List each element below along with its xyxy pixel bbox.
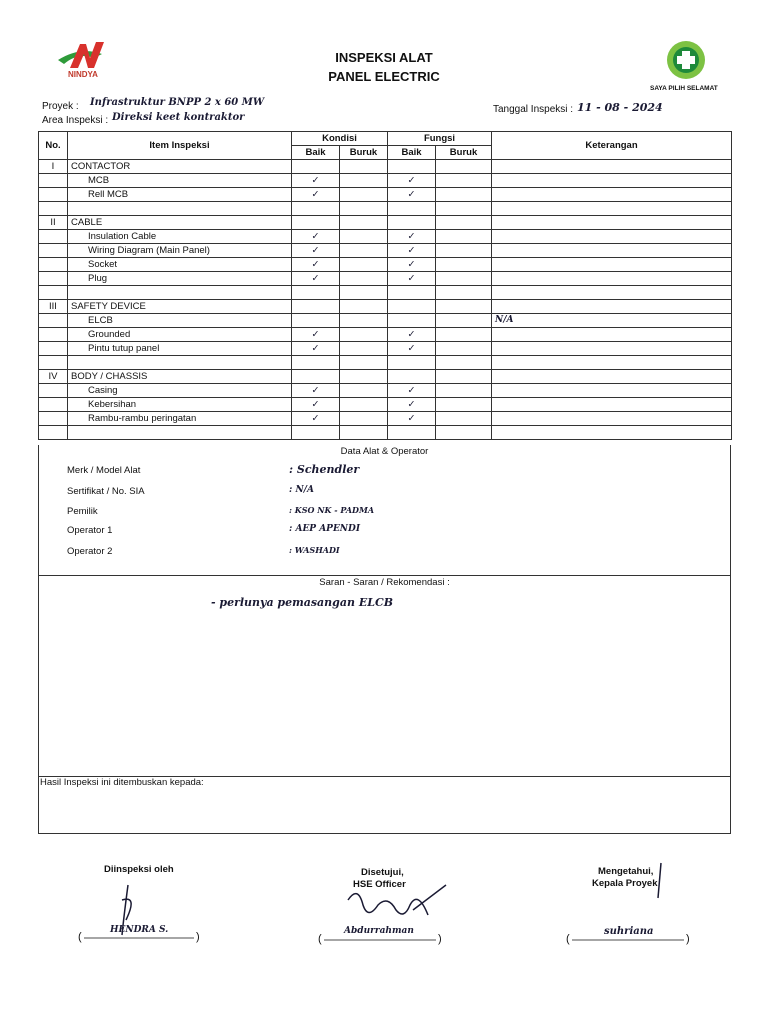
fungsi-baik-check: ✓ xyxy=(388,342,436,356)
svg-text:): ) xyxy=(196,931,200,943)
sig-right-title2: Kepala Proyek xyxy=(592,878,658,889)
col-no-header: No. xyxy=(39,132,68,160)
col-kondisi-header: Kondisi xyxy=(292,132,388,146)
sig-right-name: suhriana xyxy=(604,926,654,937)
section-name: SAFETY DEVICE xyxy=(68,300,292,314)
table-row xyxy=(39,384,732,398)
signature-right xyxy=(566,858,696,953)
fungsi-baik-check: ✓ xyxy=(388,230,436,244)
kondisi-buruk-header: Buruk xyxy=(340,146,388,160)
table-row xyxy=(39,328,732,342)
fungsi-baik-check: ✓ xyxy=(388,328,436,342)
sig-right-title1: Mengetahui, xyxy=(598,866,654,877)
svg-text:): ) xyxy=(686,933,690,945)
safety-logo xyxy=(650,40,730,95)
kondisi-baik-check: ✓ xyxy=(292,272,340,286)
operator1-value: : AEP APENDI xyxy=(289,524,361,534)
operator1-label: Operator 1 xyxy=(67,525,113,536)
col-keterangan-header: Keterangan xyxy=(492,132,732,160)
section-row xyxy=(39,160,732,174)
fungsi-baik-check: ✓ xyxy=(388,244,436,258)
item-name: Rell MCB xyxy=(68,188,292,202)
sig-left-title: Diinspeksi oleh xyxy=(104,864,174,875)
tanggal-value: 11 - 08 - 2024 xyxy=(577,101,663,114)
area-label: Area Inspeksi : xyxy=(42,115,109,126)
fungsi-baik-check: ✓ xyxy=(388,384,436,398)
kondisi-baik-check: ✓ xyxy=(292,188,340,202)
saran-heading: Saran - Saran / Rekomendasi : xyxy=(319,577,450,588)
saran-section xyxy=(38,575,731,777)
sertifikat-label: Sertifikat / No. SIA xyxy=(67,486,145,497)
svg-text:): ) xyxy=(438,933,442,945)
section-no: III xyxy=(39,300,68,314)
proyek-label: Proyek : xyxy=(42,101,79,112)
item-name: Wiring Diagram (Main Panel) xyxy=(68,244,292,258)
item-name: Grounded xyxy=(68,328,292,342)
nindya-logo-text: NINDYA xyxy=(68,70,98,79)
fungsi-baik-check: ✓ xyxy=(388,188,436,202)
table-row xyxy=(39,258,732,272)
section-name: CABLE xyxy=(68,216,292,230)
inspection-table xyxy=(38,131,732,440)
safety-logo-text: SAYA PILIH SELAMAT xyxy=(650,85,718,92)
item-name: ELCB xyxy=(68,314,292,328)
kondisi-baik-check: ✓ xyxy=(292,328,340,342)
sig-mid-title2: HSE Officer xyxy=(353,879,406,890)
table-row xyxy=(39,314,732,328)
kondisi-baik-check: ✓ xyxy=(292,412,340,426)
svg-text:(: ( xyxy=(78,931,82,943)
doc-title-line1: INSPEKSI ALAT xyxy=(335,50,433,65)
signature-mid xyxy=(318,880,448,953)
data-alat-heading: Data Alat & Operator xyxy=(340,446,429,457)
fungsi-baik-check: ✓ xyxy=(388,174,436,188)
proyek-value: Infrastruktur BNPP 2 x 60 MW xyxy=(90,97,265,108)
table-row xyxy=(39,412,732,426)
fungsi-baik-header: Baik xyxy=(388,146,436,160)
col-item-header: Item Inspeksi xyxy=(68,132,292,160)
table-row xyxy=(39,272,732,286)
item-name: Pintu tutup panel xyxy=(68,342,292,356)
table-row xyxy=(39,398,732,412)
item-name: Socket xyxy=(68,258,292,272)
hasil-section xyxy=(38,775,731,834)
sertifikat-value: : N/A xyxy=(289,485,314,495)
kondisi-baik-check: ✓ xyxy=(292,230,340,244)
kondisi-baik-check: ✓ xyxy=(292,342,340,356)
kondisi-baik-check: ✓ xyxy=(292,384,340,398)
section-no: IV xyxy=(39,370,68,384)
operator2-value: : WASHADI xyxy=(289,545,340,555)
kondisi-baik-check: ✓ xyxy=(292,174,340,188)
sig-mid-name: Abdurrahman xyxy=(344,926,414,936)
table-row xyxy=(39,230,732,244)
area-value: Direksi keet kontraktor xyxy=(112,112,245,123)
kondisi-baik-check: ✓ xyxy=(292,258,340,272)
fungsi-baik-check: ✓ xyxy=(388,272,436,286)
item-name: Plug xyxy=(68,272,292,286)
item-name: Kebersihan xyxy=(68,398,292,412)
section-name: CONTACTOR xyxy=(68,160,292,174)
sig-left-name: HENDRA S. xyxy=(110,925,169,935)
merk-label: Merk / Model Alat xyxy=(67,465,141,476)
pemilik-label: Pemilik xyxy=(67,506,98,517)
section-no: II xyxy=(39,216,68,230)
item-name: Casing xyxy=(68,384,292,398)
saran-text: - perlunya pemasangan ELCB xyxy=(211,596,393,609)
kondisi-baik-check: ✓ xyxy=(292,244,340,258)
table-row xyxy=(39,342,732,356)
section-row xyxy=(39,300,732,314)
table-row xyxy=(39,244,732,258)
merk-value: : Schendler xyxy=(289,463,360,476)
item-name: MCB xyxy=(68,174,292,188)
signature-left xyxy=(78,875,208,950)
item-name: Rambu-rambu peringatan xyxy=(68,412,292,426)
pemilik-value: : KSO NK - PADMA xyxy=(289,505,375,515)
section-row xyxy=(39,216,732,230)
svg-text:(: ( xyxy=(318,933,322,945)
svg-text:(: ( xyxy=(566,933,570,945)
kondisi-baik-header: Baik xyxy=(292,146,340,160)
fungsi-buruk-header: Buruk xyxy=(436,146,492,160)
table-row xyxy=(39,174,732,188)
fungsi-baik-check: ✓ xyxy=(388,398,436,412)
elcb-note: N/A xyxy=(492,314,732,328)
item-name: Insulation Cable xyxy=(68,230,292,244)
operator2-label: Operator 2 xyxy=(67,546,113,557)
tanggal-label: Tanggal Inspeksi : xyxy=(493,104,574,115)
section-no: I xyxy=(39,160,68,174)
table-row xyxy=(39,188,732,202)
col-fungsi-header: Fungsi xyxy=(388,132,492,146)
data-alat-section xyxy=(38,445,731,576)
hasil-label: Hasil Inspeksi ini ditembuskan kepada: xyxy=(40,777,204,788)
kondisi-baik-check: ✓ xyxy=(292,398,340,412)
fungsi-baik-check: ✓ xyxy=(388,258,436,272)
fungsi-baik-check: ✓ xyxy=(388,412,436,426)
doc-title-line2: PANEL ELECTRIC xyxy=(328,69,440,84)
section-row xyxy=(39,370,732,384)
section-name: BODY / CHASSIS xyxy=(68,370,292,384)
sig-mid-title1: Disetujui, xyxy=(361,867,404,878)
